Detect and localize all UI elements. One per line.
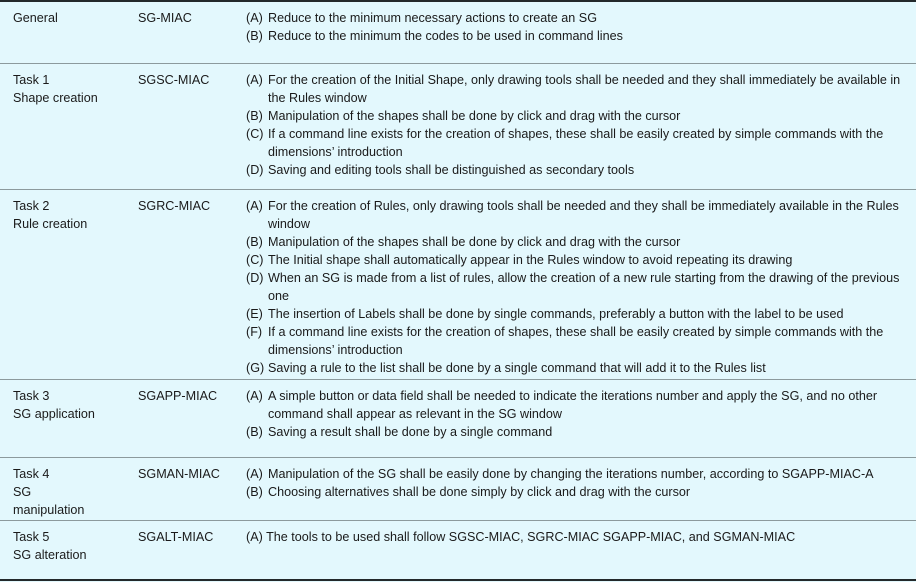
task-number: Task 4 <box>13 467 50 481</box>
task-cell <box>13 387 133 423</box>
task-number: Task 5 <box>13 530 50 544</box>
requirement-item: (B) Saving a result shall be done by a single command <box>246 425 553 439</box>
code-cell: SGMAN-MIAC <box>138 467 220 481</box>
requirement-item: (A) For the creation of the Initial Shape, only drawing tools shall be needed and they shall immediately be available in the Rules window <box>246 73 901 105</box>
requirement-item: (D) Saving and editing tools shall be distinguished as secondary tools <box>246 163 635 177</box>
task-name: Rule creation <box>13 217 88 231</box>
task-name-line-2: manipulation <box>13 503 85 517</box>
task-cell <box>13 528 133 564</box>
code-cell: SGRC-MIAC <box>138 199 211 213</box>
task-cell <box>13 465 133 519</box>
task-name-line-1: SG <box>13 485 32 499</box>
table-row-task-2 <box>0 190 916 380</box>
task-cell <box>13 71 133 107</box>
requirements-cell <box>246 528 910 546</box>
task-number: Task 1 <box>13 73 50 87</box>
task-name: Shape creation <box>13 91 98 105</box>
task-name: SG application <box>13 407 95 421</box>
code-cell: SGAPP-MIAC <box>138 389 218 403</box>
requirements-cell <box>246 465 910 501</box>
requirement-item: (C) If a command line exists for the creation of shapes, these shall be easily created by simple commands with the dimensions’ introduction <box>246 127 884 159</box>
requirement-item: (E) The insertion of Labels shall be done by single commands, preferably a button with the label to be used <box>246 307 844 321</box>
code-cell: SG-MIAC <box>138 11 192 25</box>
requirement-item: (B) Manipulation of the shapes shall be done by click and drag with the cursor <box>246 235 681 249</box>
task-cell <box>13 197 133 233</box>
table-row-task-3 <box>0 380 916 458</box>
table-row-task-4 <box>0 458 916 521</box>
task-number: Task 2 <box>13 199 50 213</box>
requirement-item: (A) A simple button or data field shall be needed to indicate the iterations number and apply the SG, and no other command shall appear as relevant in the SG window <box>246 389 878 421</box>
code-cell: SGSC-MIAC <box>138 73 210 87</box>
requirement-item: (A) For the creation of Rules, only drawing tools shall be needed and they shall be immediately available in the Rules window <box>246 199 899 231</box>
task-number: Task 3 <box>13 389 50 403</box>
requirement-item: (A) Manipulation of the SG shall be easily done by changing the iterations number, according to SGAPP-MIAC-A <box>246 467 874 481</box>
requirements-cell <box>246 9 910 45</box>
requirement-item: (C) The Initial shape shall automatically appear in the Rules window to avoid repeating its drawing <box>246 253 793 267</box>
requirement-item: (F) If a command line exists for the creation of shapes, these shall be easily created by simple commands with the dimensions’ introduction <box>246 325 884 357</box>
requirement-item: (B) Choosing alternatives shall be done simply by click and drag with the cursor <box>246 485 691 499</box>
requirement-item: (D) When an SG is made from a list of rules, allow the creation of a new rule starting from the drawing of the previous one <box>246 271 900 303</box>
table-row-task-1 <box>0 64 916 190</box>
code-cell: SGALT-MIAC <box>138 530 214 544</box>
requirements-cell <box>246 71 910 179</box>
requirement-item: (G) Saving a rule to the list shall be done by a single command that will add it to the Rules list <box>246 361 766 375</box>
requirement-item: (B) Reduce to the minimum the codes to be used in command lines <box>246 29 623 43</box>
requirements-cell <box>246 387 910 441</box>
requirement-item: (B) Manipulation of the shapes shall be done by click and drag with the cursor <box>246 109 681 123</box>
table-row-task-5 <box>0 521 916 581</box>
requirement-item: (A) Reduce to the minimum necessary actions to create an SG <box>246 11 597 25</box>
task-name: General <box>13 11 58 25</box>
task-name: SG alteration <box>13 548 87 562</box>
requirements-cell <box>246 197 910 377</box>
task-cell <box>13 9 133 27</box>
requirement-item: (A) The tools to be used shall follow SGSC-MIAC, SGRC-MIAC SGAPP-MIAC, and SGMAN-MIAC <box>246 530 796 544</box>
table-row-general <box>0 2 916 64</box>
